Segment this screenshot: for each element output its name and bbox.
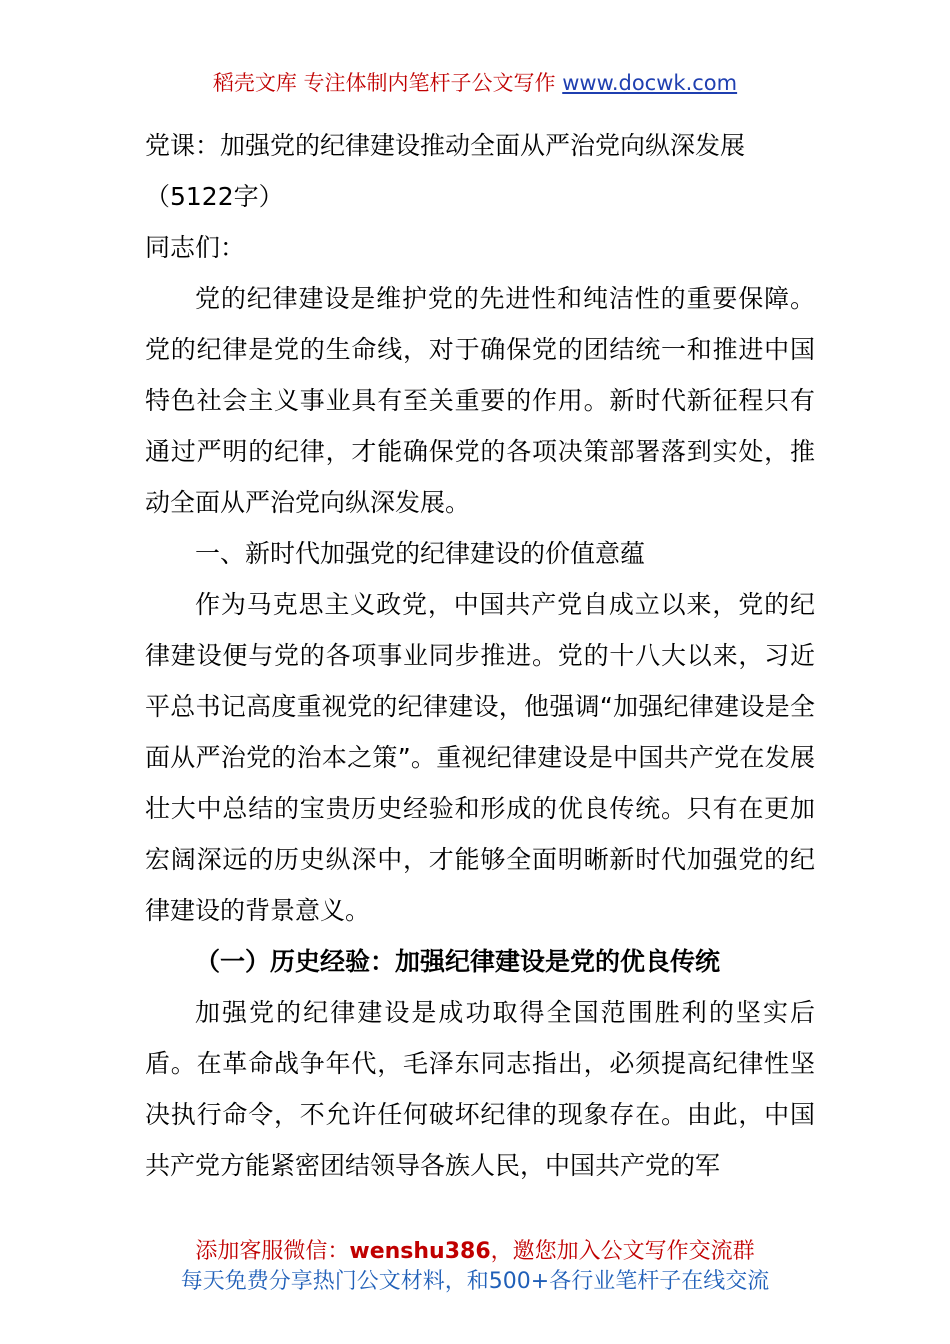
footer-wechat-prefix: 添加客服微信： [195, 1239, 350, 1264]
page-footer [0, 1237, 950, 1297]
salutation: 同志们： [145, 233, 246, 262]
section-heading-1: 一、新时代加强党的纪律建设的价值意蕴 [195, 539, 646, 568]
site-url-link[interactable]: www.docwk.com [562, 71, 738, 95]
paragraph-3: 加强党的纪律建设是成功取得全国范围胜利的坚实后盾。在革命战争年代，毛泽东同志指出，必须提高纪律性坚决执行命令，不允许任何破坏纪律的现象存在。由此，中国共产党方能紧密团结领导各族人民，中国共产党的军 [145, 998, 815, 1180]
footer-share-line: 每天免费分享热门公文材料，和500+各行业笔杆子在线交流 [180, 1269, 770, 1294]
document-body [145, 120, 815, 1191]
page-header [0, 66, 950, 100]
footer-wechat-line [0, 1237, 950, 1267]
footer-wechat-suffix: ，邀您加入公文写作交流群 [490, 1239, 755, 1264]
document-title-line2: （5122字） [145, 182, 284, 211]
footer-wechat-id: wenshu386 [349, 1239, 491, 1264]
site-slogan: 稻壳文库 专注体制内笔杆子公文写作 [212, 71, 563, 95]
paragraph-2: 作为马克思主义政党，中国共产党自成立以来，党的纪律建设便与党的各项事业同步推进。党的十八大以来，习近平总书记高度重视党的纪律建设，他强调“加强纪律建设是全面从严治党的治本之策”。重视纪律建设是中国共产党在发展壮大中总结的宝贵历史经验和形成的优良传统。只有在更加宏阔深远的历史纵深中，才能够全面明晰新时代加强党的纪律建设的背景意义。 [145, 590, 815, 925]
section-heading-2: （一）历史经验：加强纪律建设是党的优良传统 [195, 947, 721, 976]
document-title-line1: 党课：加强党的纪律建设推动全面从严治党向纵深发展 [145, 131, 746, 160]
paragraph-1: 党的纪律建设是维护党的先进性和纯洁性的重要保障。党的纪律是党的生命线，对于确保党的团结统一和推进中国特色社会主义事业具有至关重要的作用。新时代新征程只有通过严明的纪律，才能确保党的各项决策部署落到实处，推动全面从严治党向纵深发展。 [145, 284, 815, 517]
